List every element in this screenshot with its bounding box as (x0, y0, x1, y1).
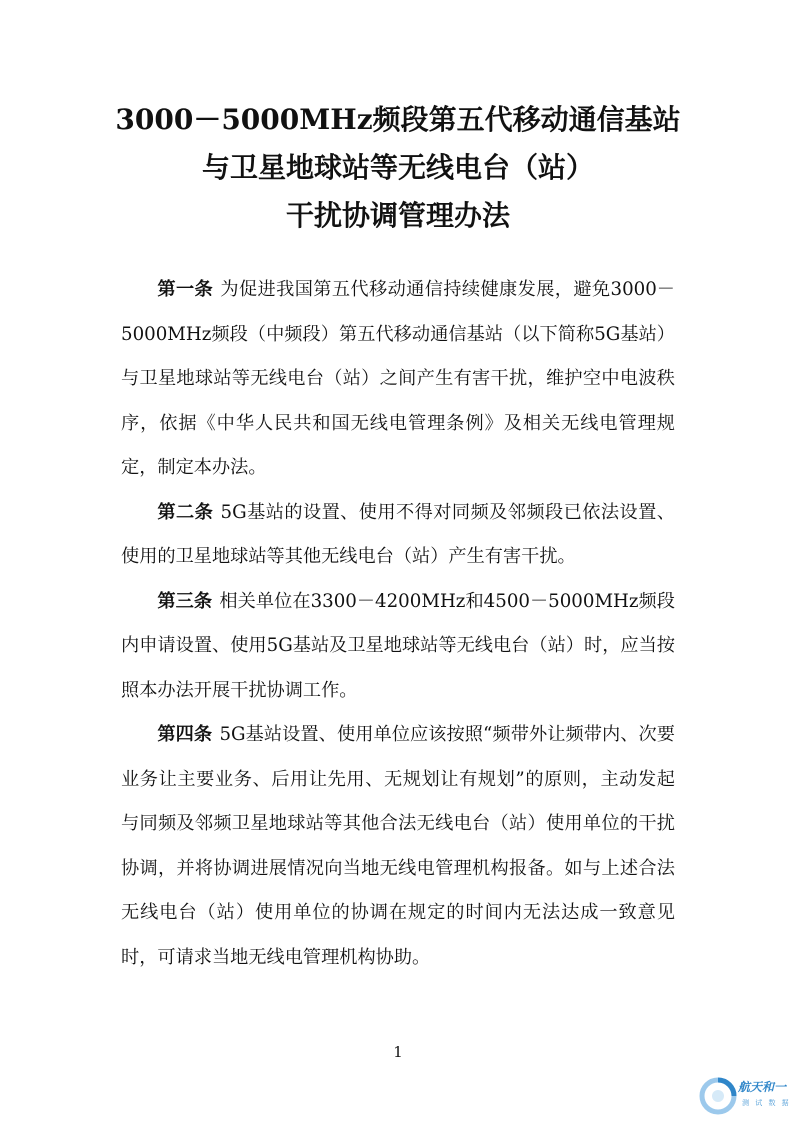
title-line-2: 与卫星地球站等无线电台（站） (201, 151, 594, 184)
article-1-heading: 第一条 (157, 279, 214, 300)
watermark-logo-icon (698, 1076, 738, 1116)
article-3 (121, 580, 675, 714)
page-number: 1 (393, 1043, 403, 1061)
watermark-subtext: 测 试 数 据 (742, 1099, 791, 1107)
article-4 (121, 713, 675, 980)
watermark (698, 1072, 794, 1118)
article-4-text: 5G基站设置、使用单位应该按照“频带外让频带内、次要业务让主要业务、后用让先用、无规划让有规划”的原则，主动发起与同频及邻频卫星地球站等其他合法无线电台（站）使用单位的干扰协调，并将协调进展情况向当地无线电管理机构报备。如与上述合法无线电台（站）使用单位的协调在规定的时间内无法达成一致意见时，可请求当地无线电管理机构协助。 (121, 724, 675, 968)
article-4-heading: 第四条 (157, 724, 213, 745)
article-1-text: 为促进我国第五代移动通信持续健康发展，避免3000－5000MHz频段（中频段）第五代移动通信基站（以下简称5G基站）与卫星地球站等无线电台（站）之间产生有害干扰，维护空中电波秩序，依据《中华人民共和国无线电管理条例》及相关无线电管理规定，制定本办法。 (121, 279, 675, 478)
document-body (121, 268, 675, 980)
article-1 (121, 268, 675, 491)
article-3-heading: 第三条 (157, 590, 213, 612)
watermark-text: 航天和一 (738, 1080, 787, 1094)
article-2-text: 5G基站的设置、使用不得对同频及邻频段已依法设置、使用的卫星地球站等其他无线电台（站）产生有害干扰。 (121, 501, 675, 567)
article-2-heading: 第二条 (157, 501, 214, 523)
article-2 (121, 491, 675, 580)
article-3-text: 相关单位在3300－4200MHz和4500－5000MHz频段内申请设置、使用5G基站及卫星地球站等无线电台（站）时，应当按照本办法开展干扰协调工作。 (121, 590, 675, 701)
title-line-1: 3000－5000MHz频段第五代移动通信基站 (115, 103, 681, 136)
document-title (90, 96, 706, 240)
title-line-3: 干扰协调管理办法 (285, 199, 510, 232)
